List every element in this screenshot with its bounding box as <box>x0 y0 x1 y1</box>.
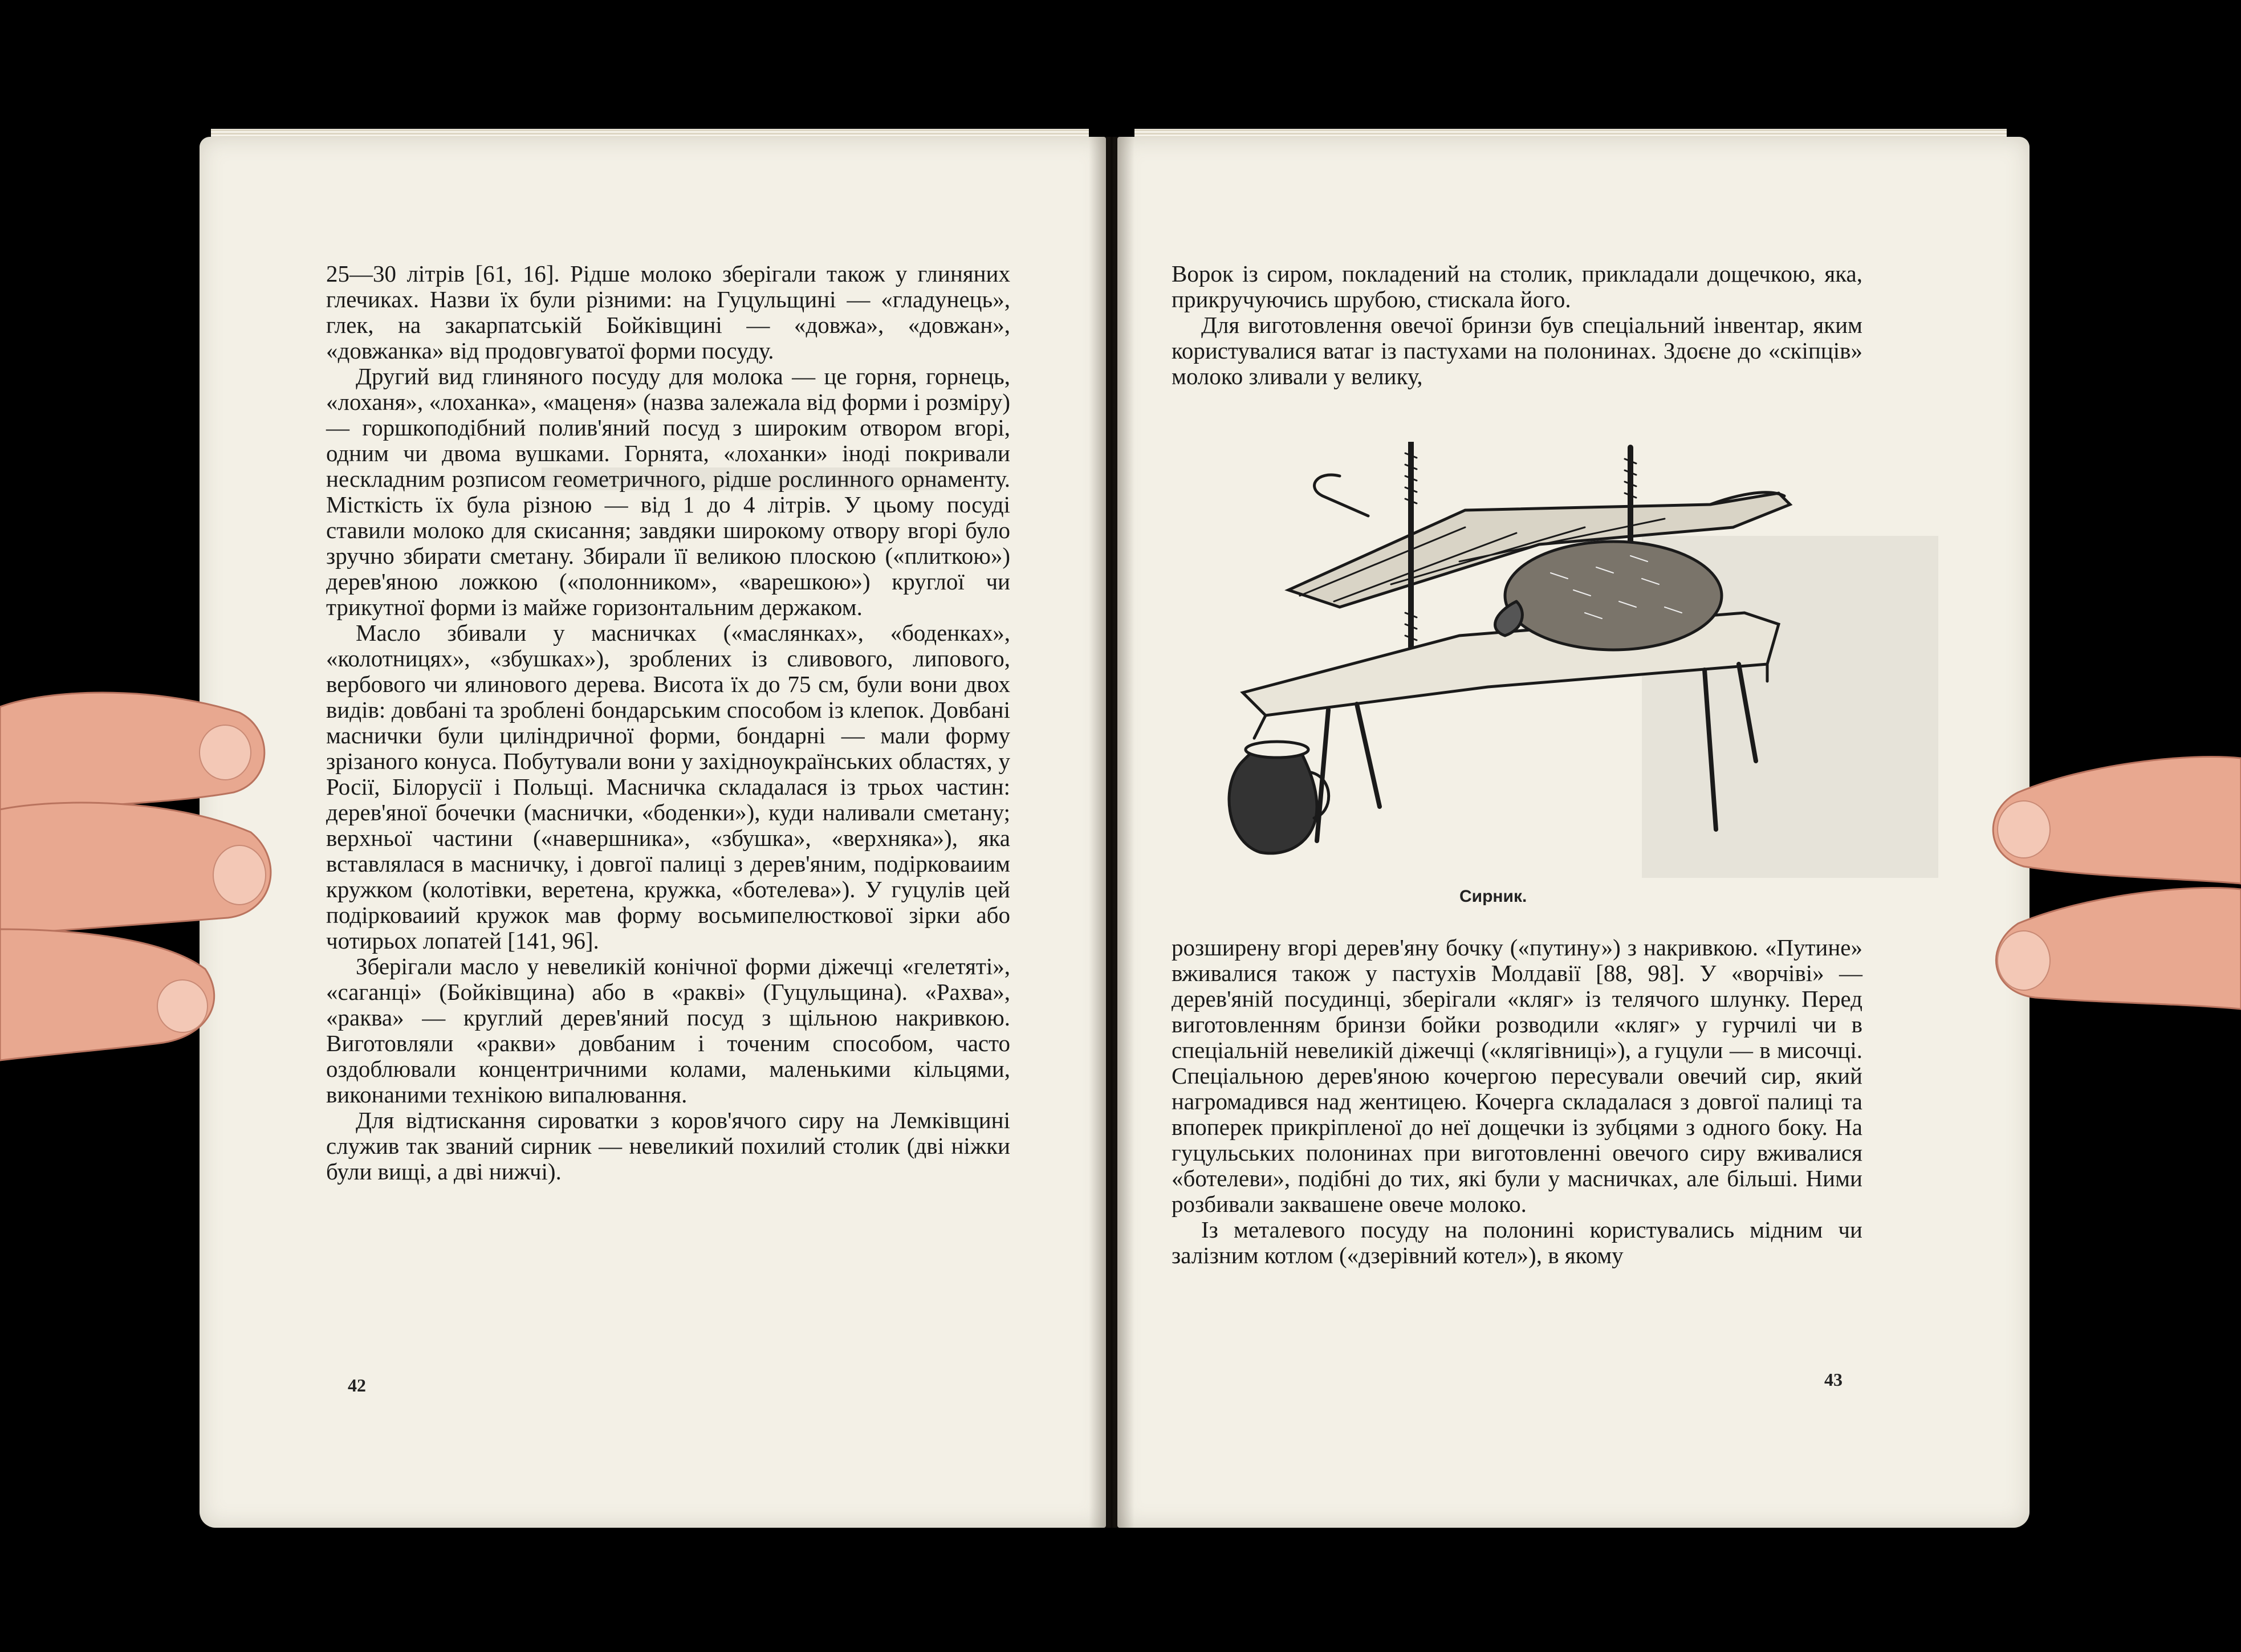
right-paragraph-3: розширену вгорі дерев'яну бочку («путину») з накривкою. «Путине» вживалися також у пастухів Молдавії [88, 98]. У «ворчіві» — дерев'яній посудинці, зберігали «кляг» із телячого шлунку. Перед виготовленням бринзи бойки розводили «кляг» у гурчилі чи в спеціальній невеликій діжечці («клягівниці»), а гуцули — в мисочці. Спеціальною дерев'яною кочергою пересували овечий сир, який нагромадився над жентицею. Кочерга складалася з довгої палиці та впоперек прикріпленої до неї дощечки із зубцями з одного боку. На гуцульських полонинах при виготовленні овечого сиру вживалися «ботелеви», подібні до тих, які були у масничках, але більші. Ними розбивали заквашене овече молоко. <box>1172 934 1862 1217</box>
right-paragraph-2: Для виготовлення овечої бринзи був спеціальний інвентар, яким користувалися ватаг із пастухами на полонинах. Здоєне до «скіпців» молоко зливали у велику, <box>1172 312 1862 389</box>
left-paragraph-5: Для відтискання сироватки з коров'ячого сиру на Лемківщині служив так званий сирник — невеликий похилий столик (дві ніжки були вищі, а дві нижчі). <box>326 1107 1010 1185</box>
open-book <box>200 137 2029 1528</box>
right-paragraph-4: Із металевого посуду на полонині користувались мідним чи залізним котлом («дзерівний котел»), в якому <box>1172 1216 1862 1268</box>
page-number-left: 42 <box>348 1375 366 1395</box>
left-paragraph-2: Другий вид глиняного посуду для молока — це горня, горнець, «лоханя», «лоханка», «маценя» (назва залежала від форми і розміру) — горшкоподібний полив'яний посуд з широким отвором вгорі, одним чи двома вушками. Горнята, «лоханки» іноді покривали нескладним розписом геометричного, рідше рослинного орнаменту. Місткість їх була різною — від 1 до 4 літрів. У цьому посуді ставили молоко для скисання; завдяки широкому отвору вгорі було зручно збирати сметану. Збирали її великою плоскою («плиткою») дерев'яною ложкою («полонником», «варешкою») круглої чи трикутної форми із майже горизонтальним держаком. <box>326 363 1010 620</box>
right-page-text-bottom <box>1172 935 1862 1268</box>
book-gutter <box>1089 137 1134 1528</box>
right-page <box>1117 137 2029 1528</box>
left-paragraph-4: Зберігали масло у невеликій конічної форми діжечці «гелетяті», «саганці» (Бойківщина) або в «ракві» (Гуцульщина). «Рахва», «раква» — круглий дерев'яний посуд з щільною накривкою. Виготовляли «ракви» довбаним і точеним способом, часто оздоблювали концентричними колами, маленькими кільцями, виконаними технікою випалювання. <box>326 953 1010 1108</box>
hand-right-icon <box>1950 741 2241 1140</box>
left-page-text <box>326 261 1010 1185</box>
left-paragraph-3: Масло збивали у масничках («маслянках», «боденках», «колотницях», «збушках»), зроблених із сливового, липового, вербового чи ялинового дерева. Висота їх до 75 см, були вони двох видів: довбані та зроблені бондарським способом із клепок. Довбані маснички були циліндричної форми, бондарні — мали форму зрізаного конуса. Побутували вони у західноукраїнських областях, у Росії, Білорусії і Польщі. Масничка складалася із трьох частин: дерев'яної бочечки (маснички, «боденки»), куди наливали сметану; верхньої частини («навершника», «збушка», «верхняка»), яка вставлялася в масничку, і довгої палиці з дерев'яним, подірковаиим кружком (колотівки, веретена, кружка, «ботелева»). У гуцулів цей подірковаиий кружок мав форму восьмипелюсткової зірки або чотирьох лопатей [141, 96]. <box>326 620 1010 954</box>
left-paragraph-1: 25—30 літрів [61, 16]. Рідше молоко зберігали також у глиняних глечиках. Назви їх були різними: на Гуцульщині — «гладунець», глек, на закарпатській Бойківщині — «довжа», «довжан», «довжанка» від продовгуватої форми посуду. <box>326 261 1010 364</box>
hand-left-icon <box>0 673 285 1129</box>
left-page <box>200 137 1106 1528</box>
cheese-press-illustration <box>1220 442 1881 875</box>
page-number-right: 43 <box>1824 1369 1843 1390</box>
figure-caption: Сирник. <box>1459 887 1527 906</box>
right-paragraph-1: Ворок із сиром, покладений на столик, прикладали дощечкою, яка, прикручуючись шрубою, стискала його. <box>1172 261 1862 312</box>
right-page-text-top <box>1172 261 1862 389</box>
